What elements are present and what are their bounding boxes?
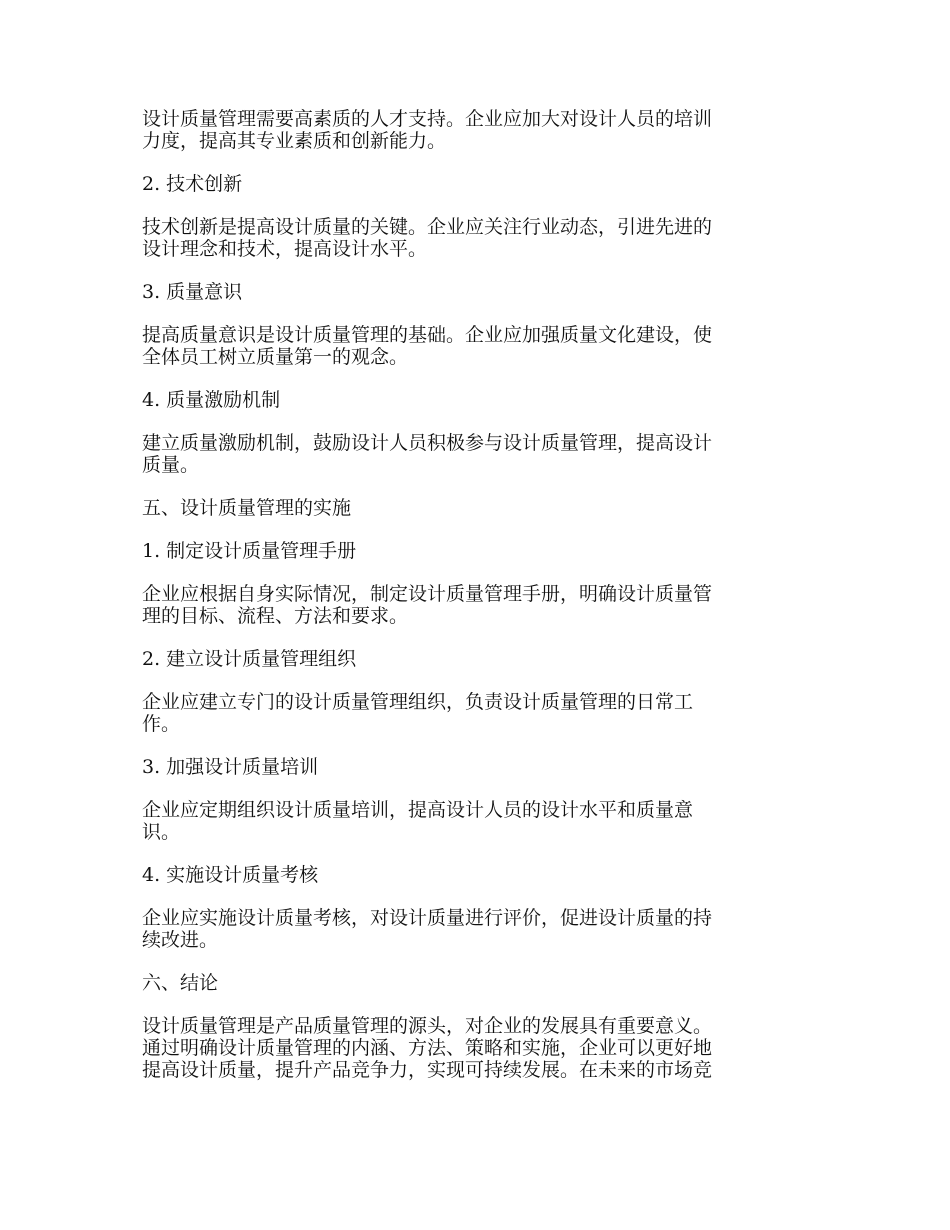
heading-manual: 1. 制定设计质量管理手册	[142, 540, 357, 562]
heading-quality-incentive: 4. 质量激励机制	[142, 389, 281, 411]
heading-quality-awareness: 3. 质量意识	[142, 281, 243, 303]
paragraph-organization: 企业应建立专门的设计质量管理组织，负责设计质量管理的日常工 作。	[142, 691, 694, 735]
paragraph-assessment: 企业应实施设计质量考核，对设计质量进行评价，促进设计质量的持 续改进。	[142, 907, 713, 951]
heading-tech-innovation: 2. 技术创新	[142, 173, 243, 195]
document-page	[142, 108, 802, 1102]
paragraph-tech-innovation: 技术创新是提高设计质量的关键。企业应关注行业动态，引进先进的 设计理念和技术，提高设计水平。	[142, 216, 713, 260]
heading-organization: 2. 建立设计质量管理组织	[142, 648, 357, 670]
heading-training: 3. 加强设计质量培训	[142, 756, 319, 778]
section-heading-implementation: 五、设计质量管理的实施	[142, 497, 352, 519]
section-heading-conclusion: 六、结论	[142, 972, 219, 994]
paragraph-manual: 企业应根据自身实际情况，制定设计质量管理手册，明确设计质量管 理的目标、流程、方法和要求。	[142, 583, 713, 627]
paragraph-conclusion: 设计质量管理是产品质量管理的源头，对企业的发展具有重要意义。 通过明确设计质量管理的内涵、方法、策略和实施，企业可以更好地 提高设计质量，提升产品竞争力，实现可持续发展。在未来的市场竞	[142, 1015, 713, 1081]
paragraph-talent-support: 设计质量管理需要高素质的人才支持。企业应加大对设计人员的培训 力度，提高其专业素质和创新能力。	[142, 108, 713, 152]
heading-assessment: 4. 实施设计质量考核	[142, 864, 319, 886]
paragraph-quality-awareness: 提高质量意识是设计质量管理的基础。企业应加强质量文化建设，使 全体员工树立质量第一的观念。	[142, 324, 713, 368]
paragraph-training: 企业应定期组织设计质量培训，提高设计人员的设计水平和质量意 识。	[142, 799, 694, 843]
paragraph-quality-incentive: 建立质量激励机制，鼓励设计人员积极参与设计质量管理，提高设计 质量。	[142, 432, 713, 476]
